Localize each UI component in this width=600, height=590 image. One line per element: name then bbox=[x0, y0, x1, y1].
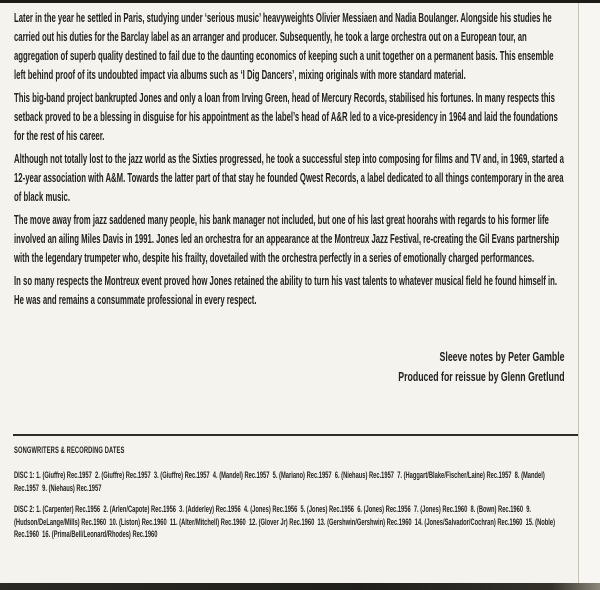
page-right-fold-line bbox=[578, 3, 579, 583]
sleeve-notes-paragraph: The move away from jazz saddened many people, his bank manager not included, but one of his last great hoorahs with regards to his former life involved an ailing Miles Davis in 1991. Jones led an orchestra for an appearance at the Montreux Jazz Festival, re-creating the Gil Evans partnership with the legendary trumpeter who, despite his frailty, dovetailed with the orchestra perfectly in a series of emotionally charged performances. bbox=[14, 213, 560, 265]
disc2-songwriters-recording-dates: DISC 2: 1. (Carpenter) Rec.1956 2. (Arlen/Capote) Rec.1956 3. (Adderley) Rec.1956 4. (Jones) Rec.1956 5. (Jones) Rec.1956 6. (Jones) Rec.1956 7. (Jones) Rec.1960 8. (Bown) Rec.1960 9. (Hudson/DeLange/Mills) Rec.1960 10. (Liston) Rec.1960 11. (Alter/Mitchell) Rec.1960 12. (Glover Jr) Rec.1960 13. (Gershwin/Gershwin) Rec.1960 14. (Jones/Salvador/Cochran) Rec.1960 15. (Noble) Rec.1960 16. (Prima/Bell/Leonard/Rhodes) Rec.1960 bbox=[14, 504, 557, 540]
sleeve-notes-paragraph: Later in the year he settled in Paris, studying under ‘serious music’ heavyweights Olivier Messiaen and Nadia Boulanger. Alongside his studies he carried out his duties for the Barclay label as an arranger and producer. Subsequently, he took a large orchestra out on a European tour, an aggregation of superb quality destined to fail due to the daunting economics of keeping such a unit together on a permanent basis. This ensemble left behind proof of its undoubted impact via albums such as ‘I Dig Dancers’, mixing originals with more standard material. bbox=[14, 11, 554, 82]
sleeve-notes-credit: Sleeve notes by Peter Gamble bbox=[440, 350, 565, 364]
page-right-margin-strip bbox=[579, 3, 600, 583]
reissue-producer-credit: Produced for reissue by Glenn Gretlund bbox=[398, 370, 565, 384]
page-bottom-edge bbox=[0, 583, 600, 590]
sleeve-notes-paragraph: Although not totally lost to the jazz world as the Sixties progressed, he took a successful step into composing for films and TV and, in 1969, started a 12-year association with A&M. Towards the latter part of that stay he founded Qwest Records, a label dedicated to all things contemporary in the area of black music. bbox=[14, 152, 564, 204]
sleeve-notes-text bbox=[14, 9, 565, 314]
sleeve-notes-paragraph: This big-band project bankrupted Jones and only a loan from Irving Green, head of Mercury Records, stabilised his fortunes. In many respects this setback proved to be a blessing in disguise for his appointment as the label’s head of A&R led to a vice-presidency in 1964 and laid the foundations for the rest of his career. bbox=[14, 91, 558, 143]
songwriters-heading: SONGWRITERS & RECORDING DATES bbox=[14, 445, 125, 455]
disc1-songwriters-recording-dates: DISC 1: 1. (Giuffre) Rec.1957 2. (Giuffre) Rec.1957 3. (Giuffre) Rec.1957 4. (Mandel) Rec.1957 5. (Mariano) Rec.1957 6. (Niehaus) Rec.1957 7. (Haggart/Blake/Fischer/Laine) Rec.1957 8. (Mandel) Rec.1957 9. (Niehaus) Rec.1957 bbox=[14, 470, 547, 493]
sleeve-notes-paragraph: In so many respects the Montreux event proved how Jones retained the ability to turn his vast talents to whatever musical field he found himself in. He was and remains a consummate professional in every respect. bbox=[14, 274, 558, 307]
credits-block bbox=[399, 347, 565, 387]
section-divider-rule bbox=[13, 434, 578, 436]
page-top-edge bbox=[0, 0, 600, 3]
